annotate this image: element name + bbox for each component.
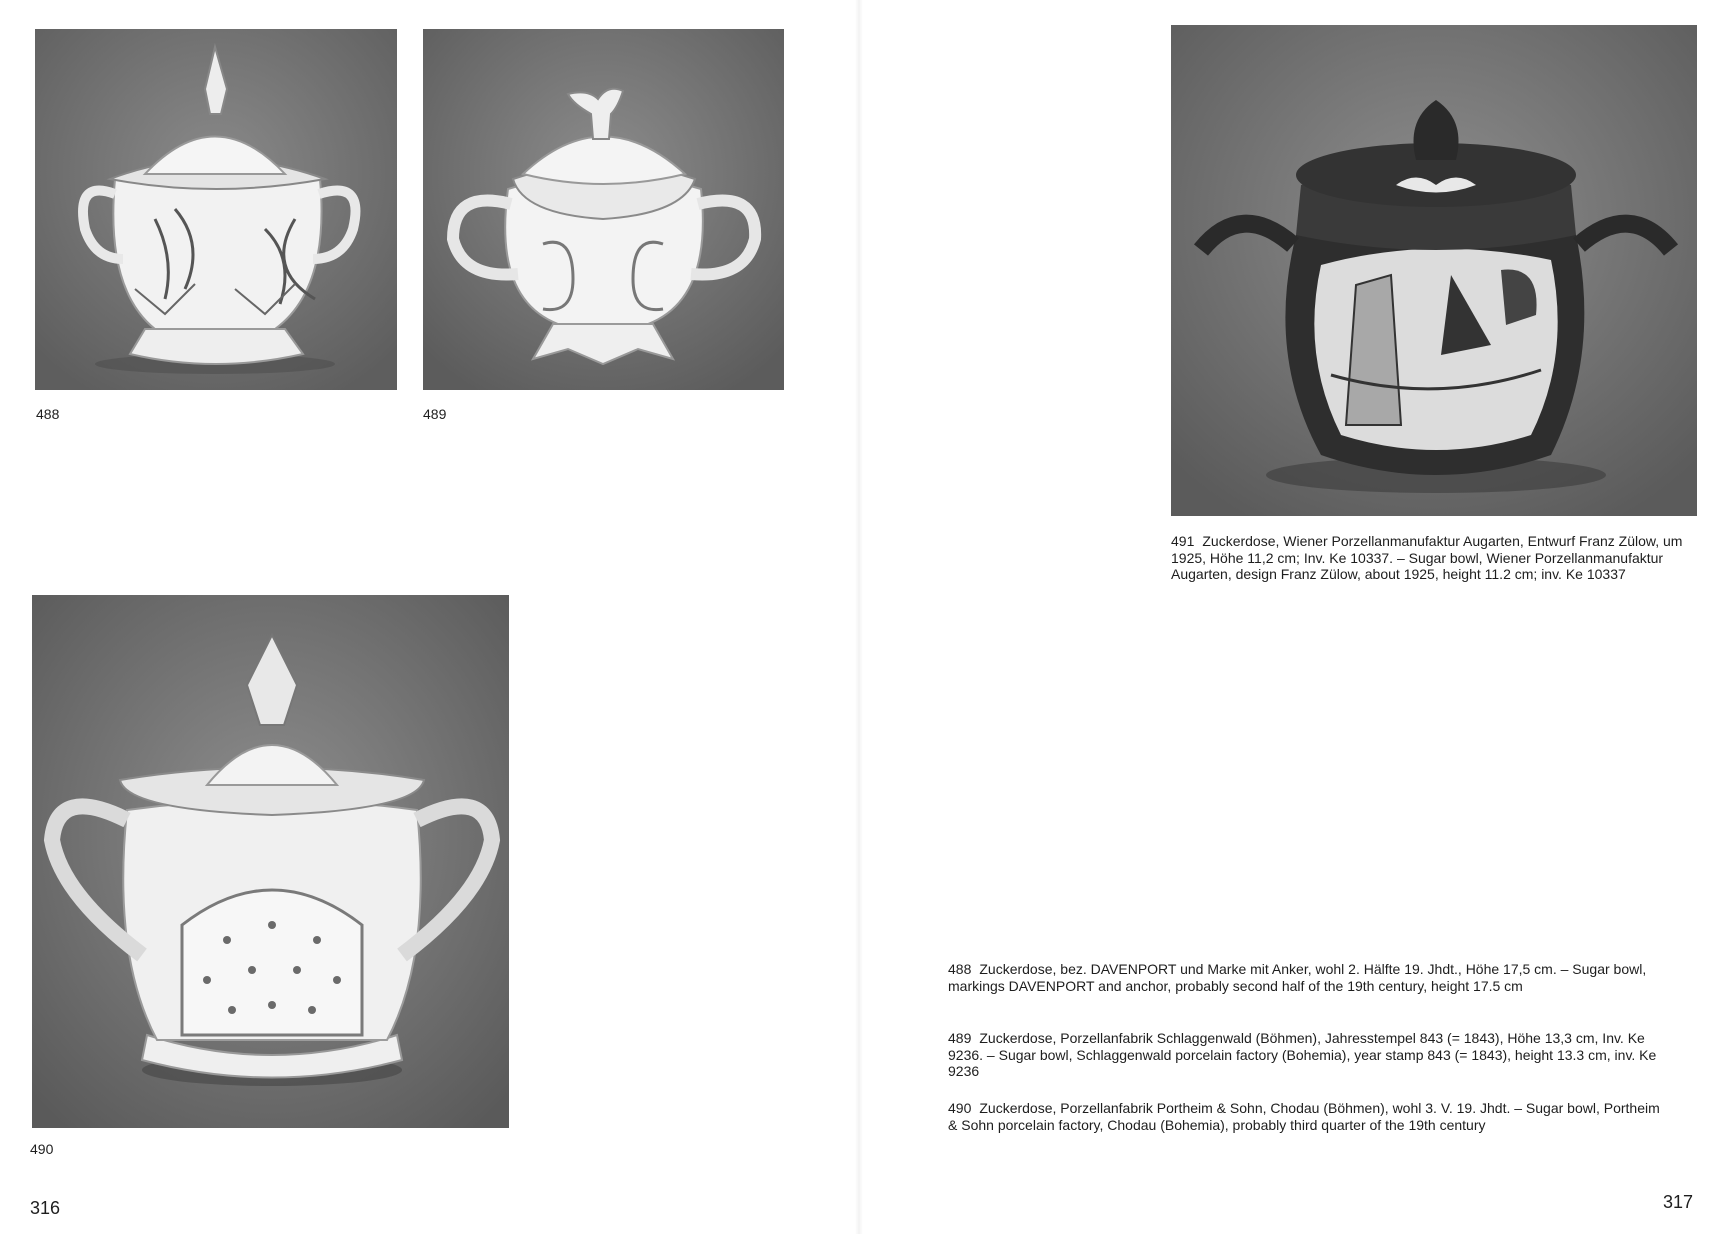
page-number-right: 317	[1663, 1192, 1694, 1212]
caption-491	[1171, 533, 1691, 583]
sugar-bowl-488-image	[35, 29, 397, 390]
caption-488-number: 488	[948, 961, 972, 977]
sugar-bowl-489-image	[423, 29, 784, 390]
book-gutter	[855, 0, 863, 1234]
caption-490-text: Zuckerdose, Porzellanfabrik Portheim & Sohn, Chodau (Böhmen), wohl 3. V. 19. Jhdt. – Sugar bowl, Portheim & Sohn porcelain factory, Chodau (Bohemia), probably third quarter of the 19th century	[948, 1100, 1660, 1133]
photo-sugar-bowl-489	[423, 29, 784, 390]
caption-490-number: 490	[948, 1100, 972, 1116]
photo-sugar-bowl-491	[1171, 25, 1697, 516]
photo-sugar-bowl-488	[35, 29, 397, 390]
caption-491-text: Zuckerdose, Wiener Porzellanmanufaktur Augarten, Entwurf Franz Zülow, um 1925, Höhe 11,2 cm; Inv. Ke 10337. – Sugar bowl, Wiener Porzellanmanufaktur Augarten, design Franz Zülow, about 1925, height 11.2 cm; inv. Ke 10337	[1171, 533, 1683, 582]
caption-490	[948, 1100, 1668, 1133]
figure-number-489: 489	[423, 406, 447, 422]
figure-number-488: 488	[36, 406, 60, 422]
caption-491-number: 491	[1171, 533, 1195, 549]
sugar-bowl-491-image	[1171, 25, 1697, 516]
photo-sugar-bowl-490	[32, 595, 509, 1128]
sugar-bowl-490-image	[32, 595, 509, 1128]
figure-number-490: 490	[30, 1141, 54, 1157]
caption-489-text: Zuckerdose, Porzellanfabrik Schlaggenwald (Böhmen), Jahresstempel 843 (= 1843), Höhe 13,3 cm, Inv. Ke 9236. – Sugar bowl, Schlaggenwald porcelain factory (Bohemia), year stamp 843 (= 1843), height 13.3 cm, inv. Ke 9236	[948, 1030, 1657, 1079]
caption-489	[948, 1030, 1658, 1080]
page-number-left: 316	[30, 1198, 61, 1218]
caption-488-text: Zuckerdose, bez. DAVENPORT und Marke mit Anker, wohl 2. Hälfte 19. Jhdt., Höhe 17,5 cm. – Sugar bowl, markings DAVENPORT and anchor, probably second half of the 19th century, height 17.5 cm	[948, 961, 1647, 994]
caption-488	[948, 961, 1668, 994]
caption-489-number: 489	[948, 1030, 972, 1046]
